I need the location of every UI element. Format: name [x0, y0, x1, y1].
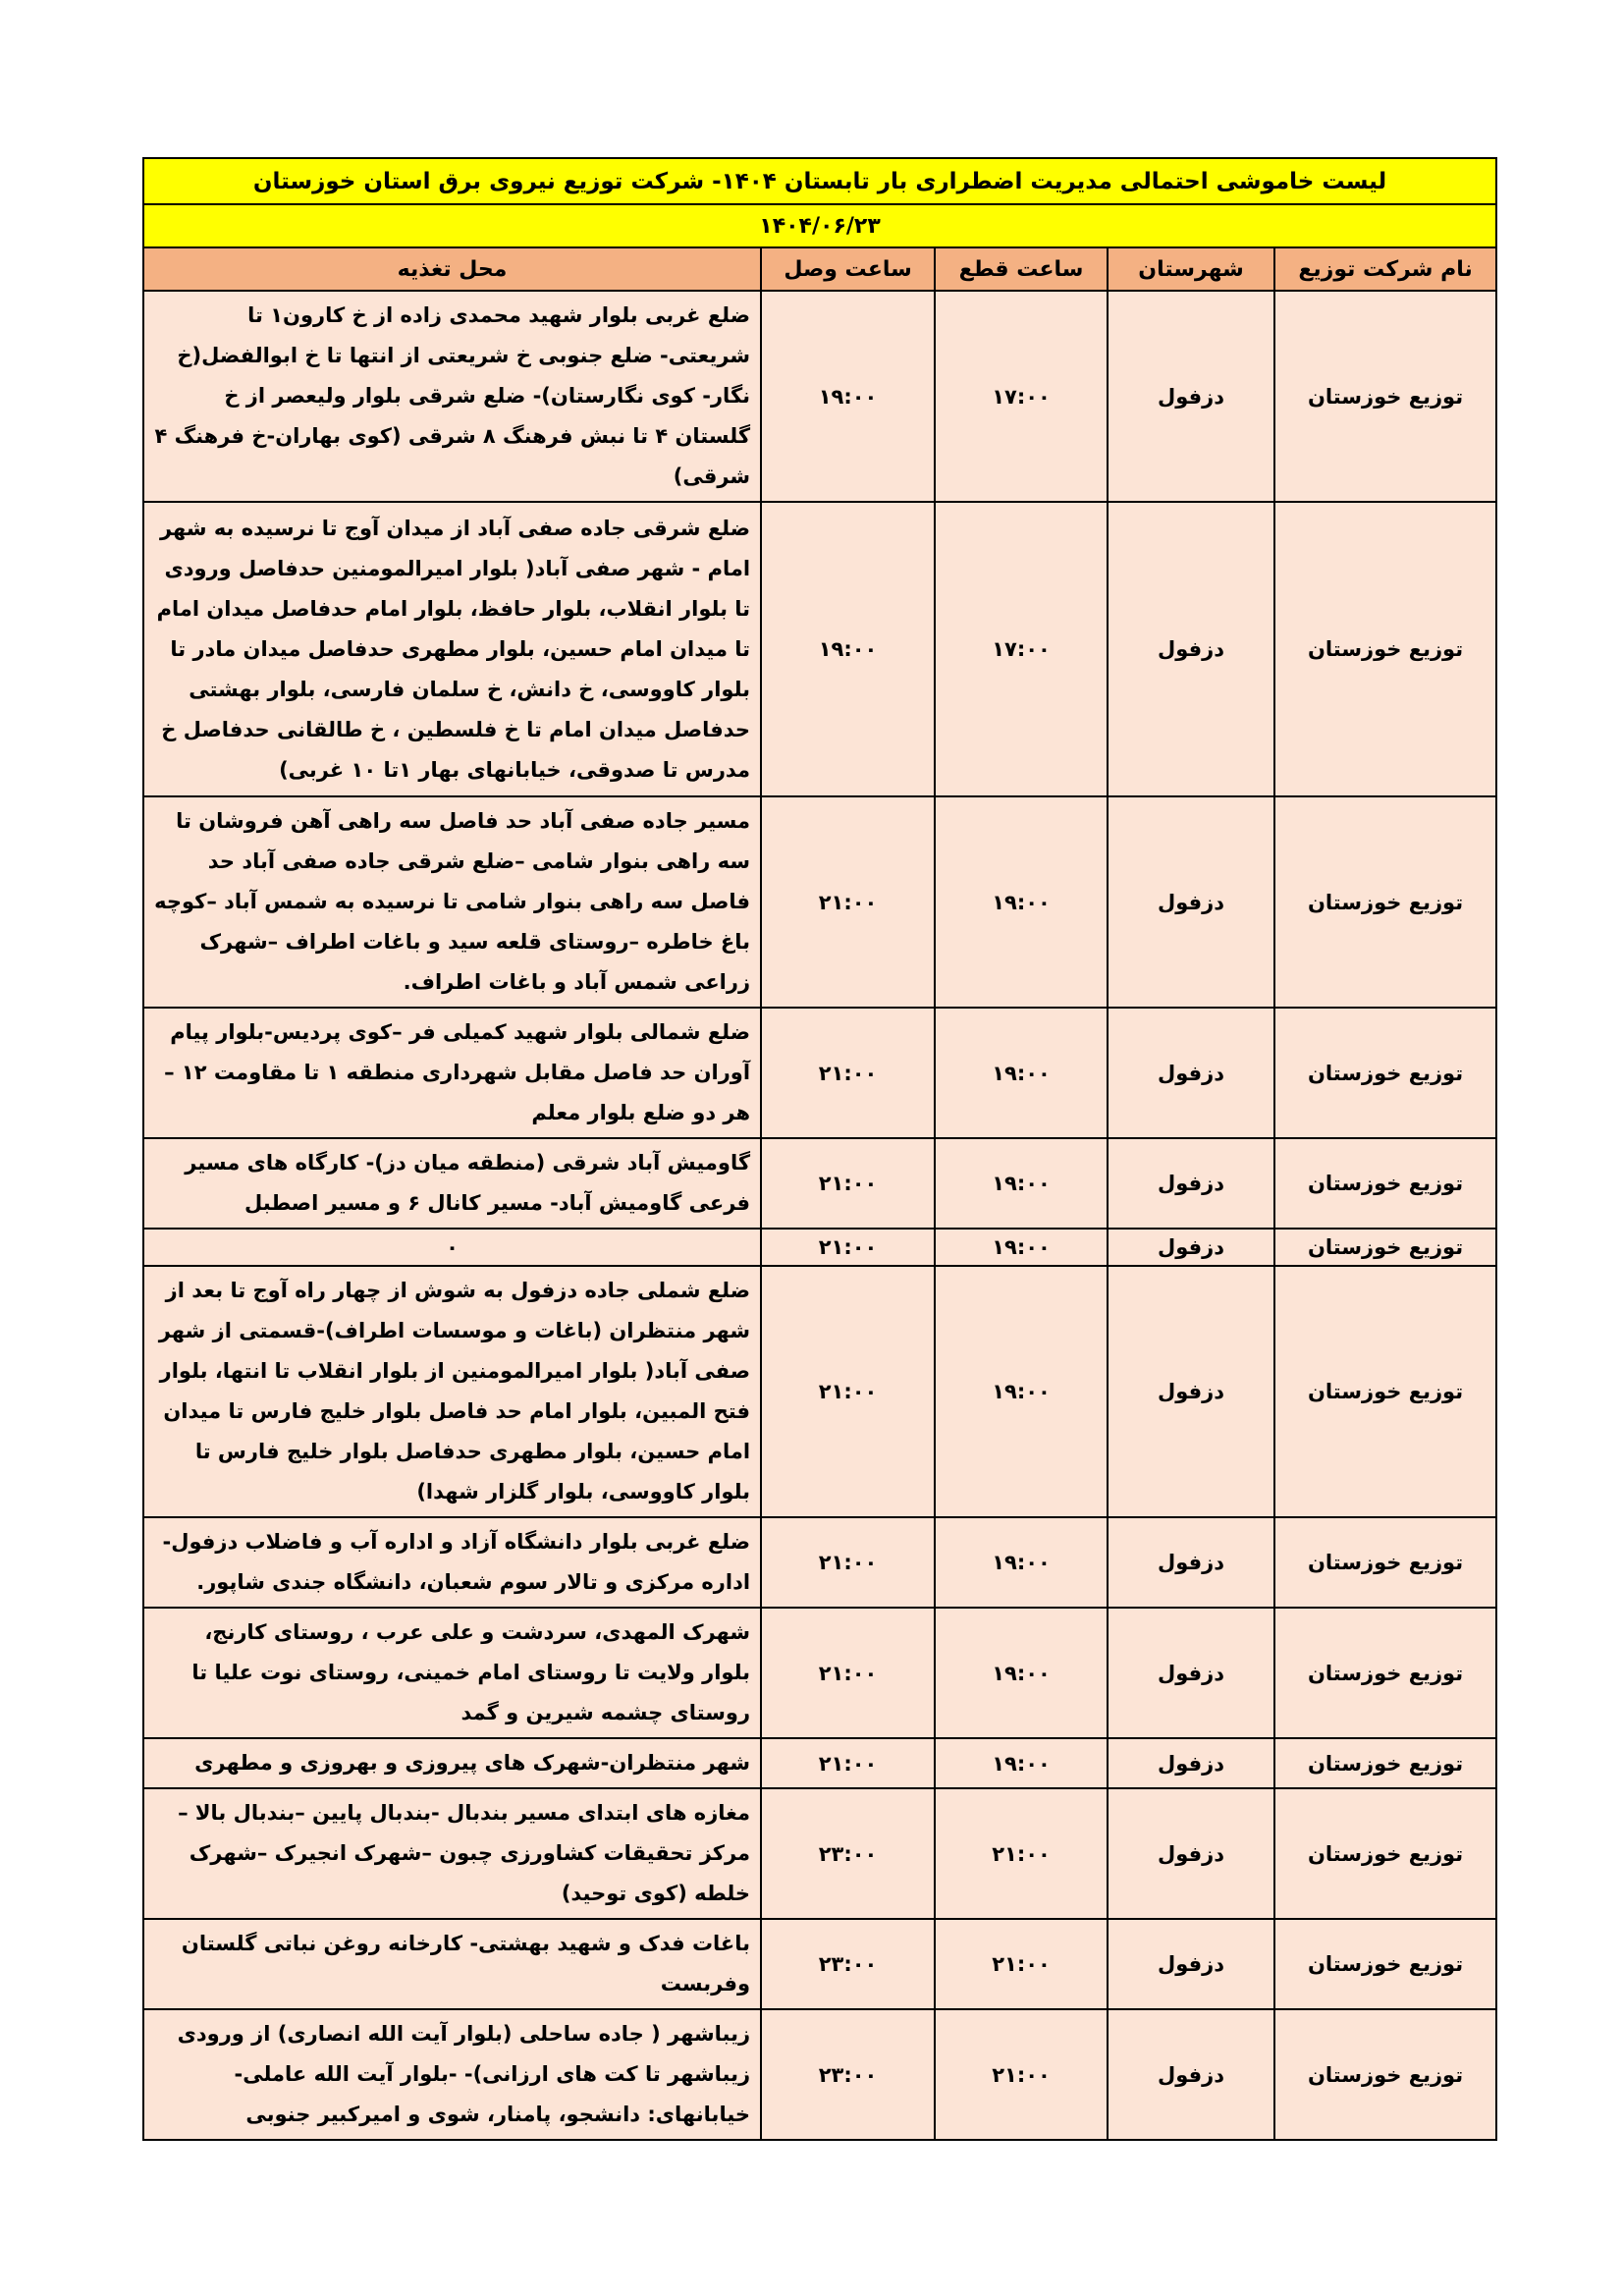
cell-location: ضلع شمالی بلوار شهید کمیلی فر –کوی پردیس-بلوار پیام آوران حد فاصل مقابل شهرداری منطقه ۱ تا مقاومت ۱۲ –هر دو ضلع بلوار معلم — [143, 1008, 761, 1138]
header-connect-time: ساعت وصل — [761, 247, 935, 291]
cell-city: دزفول — [1108, 502, 1274, 796]
table-row — [143, 796, 1496, 1008]
cell-connect-time: ۱۹:۰۰ — [761, 502, 935, 796]
cell-cut-time: ۱۹:۰۰ — [935, 1266, 1108, 1517]
cell-connect-time: ۲۳:۰۰ — [761, 1788, 935, 1919]
cell-location: ۰ — [143, 1229, 761, 1266]
header-location: محل تغذیه — [143, 247, 761, 291]
cell-city: دزفول — [1108, 2009, 1274, 2140]
cell-location: ضلع غربی بلوار دانشگاه آزاد و اداره آب و فاضلاب دزفول- اداره مرکزی و تالار سوم شعبان، دانشگاه جندی شاپور. — [143, 1517, 761, 1608]
cell-connect-time: ۲۱:۰۰ — [761, 1229, 935, 1266]
cell-company: توزیع خوزستان — [1274, 796, 1496, 1008]
table-row — [143, 1608, 1496, 1738]
cell-location: گاومیش آباد شرقی (منطقه میان دز)- کارگاه های مسیر فرعی گاومیش آباد- مسیر کانال ۶ و مسیر اصطبل — [143, 1138, 761, 1229]
cell-cut-time: ۲۱:۰۰ — [935, 1788, 1108, 1919]
cell-location: مسیر جاده صفی آباد حد فاصل سه راهی آهن فروشان تا سه راهی بنوار شامی –ضلع شرقی جاده صفی آباد حد فاصل سه راهی بنوار شامی تا نرسیده به شمس آباد –کوچه باغ خاطره –روستای قلعه سید و باغات اطراف –شهرک زراعی شمس آباد و باغات اطراف. — [143, 796, 761, 1008]
cell-cut-time: ۱۹:۰۰ — [935, 1517, 1108, 1608]
cell-company: توزیع خوزستان — [1274, 1608, 1496, 1738]
cell-location: شهر منتظران-شهرک های پیروزی و بهروزی و مطهری — [143, 1738, 761, 1788]
header-company: نام شرکت توزیع — [1274, 247, 1496, 291]
cell-connect-time: ۲۱:۰۰ — [761, 796, 935, 1008]
cell-location: ضلع غربی بلوار شهید محمدی زاده از خ کارون۱ تا شریعتی- ضلع جنوبی خ شریعتی از انتها تا خ ابوالفضل(خ نگار- کوی نگارستان)- ضلع شرقی بلوار ولیعصر از خ گلستان ۴ تا نبش فرهنگ ۸ شرقی (کوی بهاران-خ فرهنگ ۴ شرقی) — [143, 291, 761, 502]
cell-city: دزفول — [1108, 1788, 1274, 1919]
header-city: شهرستان — [1108, 247, 1274, 291]
cell-company: توزیع خوزستان — [1274, 1788, 1496, 1919]
cell-connect-time: ۲۱:۰۰ — [761, 1138, 935, 1229]
table-row — [143, 1229, 1496, 1266]
cell-location: ضلع شرقی جاده صفی آباد از میدان آوج تا نرسیده به شهر امام - شهر صفی آباد( بلوار امیرالمومنین حدفاصل ورودی تا بلوار انقلاب، بلوار حافظ، بلوار امام حدفاصل میدان امام تا میدان امام حسین، بلوار مطهری حدفاصل میدان مادر تا بلوار کاووسی، خ دانش، خ سلمان فارسی، بلوار بهشتی حدفاصل میدان امام تا خ فلسطین ، خ طالقانی حدفاصل خ مدرس تا صدوقی، خیابانهای بهار ۱تا ۱۰ غربی) — [143, 502, 761, 796]
cell-city: دزفول — [1108, 1138, 1274, 1229]
table-row — [143, 1008, 1496, 1138]
cell-location: شهرک المهدی، سردشت و علی عرب ، روستای کارنج، بلوار ولایت تا روستای امام خمینی، روستای نوت علیا تا روستای چشمه شیرین و گمد — [143, 1608, 761, 1738]
cell-location: زیباشهر ( جاده ساحلی (بلوار آیت الله انصاری) از ورودی زیباشهر تا کت های ارزانی)- -بلوار آیت الله عاملی- خیابانهای: دانشجو، پامنار، شوی و امیرکبیر جنوبی — [143, 2009, 761, 2140]
cell-connect-time: ۲۱:۰۰ — [761, 1517, 935, 1608]
cell-company: توزیع خوزستان — [1274, 291, 1496, 502]
cell-connect-time: ۲۳:۰۰ — [761, 1919, 935, 2009]
cell-location: مغازه های ابتدای مسیر بندبال -بندبال پایین –بندبال بالا – مرکز تحقیقات کشاورزی چبون –شهرک انجیرک –شهرک خلطه (کوی توحید) — [143, 1788, 761, 1919]
table-row — [143, 2009, 1496, 2140]
cell-connect-time: ۲۱:۰۰ — [761, 1008, 935, 1138]
cell-company: توزیع خوزستان — [1274, 1266, 1496, 1517]
cell-company: توزیع خوزستان — [1274, 502, 1496, 796]
header-row — [143, 247, 1496, 291]
cell-cut-time: ۲۱:۰۰ — [935, 1919, 1108, 2009]
cell-city: دزفول — [1108, 796, 1274, 1008]
cell-company: توزیع خوزستان — [1274, 1138, 1496, 1229]
table-row — [143, 1138, 1496, 1229]
table-title: لیست خاموشی احتمالی مدیریت اضطراری بار تابستان ۱۴۰۴- شرکت توزیع نیروی برق استان خوزستان — [143, 158, 1496, 204]
cell-connect-time: ۲۱:۰۰ — [761, 1608, 935, 1738]
table-row — [143, 1919, 1496, 2009]
cell-cut-time: ۱۷:۰۰ — [935, 502, 1108, 796]
cell-city: دزفول — [1108, 1738, 1274, 1788]
cell-company: توزیع خوزستان — [1274, 2009, 1496, 2140]
outage-table — [142, 157, 1497, 2141]
cell-city: دزفول — [1108, 1008, 1274, 1138]
table-row — [143, 1517, 1496, 1608]
cell-city: دزفول — [1108, 1229, 1274, 1266]
cell-location: باغات فدک و شهید بهشتی- کارخانه روغن نباتی گلستان وفربست — [143, 1919, 761, 2009]
cell-connect-time: ۲۱:۰۰ — [761, 1266, 935, 1517]
table-row — [143, 291, 1496, 502]
cell-connect-time: ۱۹:۰۰ — [761, 291, 935, 502]
cell-connect-time: ۲۱:۰۰ — [761, 1738, 935, 1788]
cell-cut-time: ۱۹:۰۰ — [935, 796, 1108, 1008]
cell-cut-time: ۱۷:۰۰ — [935, 291, 1108, 502]
cell-cut-time: ۱۹:۰۰ — [935, 1608, 1108, 1738]
table-date: ۱۴۰۴/۰۶/۲۳ — [143, 204, 1496, 247]
cell-company: توزیع خوزستان — [1274, 1738, 1496, 1788]
date-row — [143, 204, 1496, 247]
header-cut-time: ساعت قطع — [935, 247, 1108, 291]
cell-cut-time: ۱۹:۰۰ — [935, 1138, 1108, 1229]
cell-company: توزیع خوزستان — [1274, 1517, 1496, 1608]
cell-cut-time: ۲۱:۰۰ — [935, 2009, 1108, 2140]
cell-city: دزفول — [1108, 291, 1274, 502]
cell-cut-time: ۱۹:۰۰ — [935, 1008, 1108, 1138]
cell-company: توزیع خوزستان — [1274, 1229, 1496, 1266]
table-row — [143, 1788, 1496, 1919]
cell-city: دزفول — [1108, 1517, 1274, 1608]
table-row — [143, 502, 1496, 796]
cell-location: ضلع شملی جاده دزفول به شوش از چهار راه آوج تا بعد از شهر منتظران (باغات و موسسات اطراف)-قسمتی از شهر صفی آباد( بلوار امیرالمومنین از بلوار انقلاب تا انتها، بلوار فتح المبین، بلوار امام حد فاصل بلوار خلیج فارس تا میدان امام حسین، بلوار مطهری حدفاصل بلوار خلیج فارس تا بلوار کاووسی، بلوار گلزار شهدا) — [143, 1266, 761, 1517]
cell-cut-time: ۱۹:۰۰ — [935, 1738, 1108, 1788]
title-row — [143, 158, 1496, 204]
table-row — [143, 1738, 1496, 1788]
table-row — [143, 1266, 1496, 1517]
outage-schedule-sheet — [142, 157, 1495, 2141]
cell-cut-time: ۱۹:۰۰ — [935, 1229, 1108, 1266]
cell-company: توزیع خوزستان — [1274, 1919, 1496, 2009]
cell-city: دزفول — [1108, 1919, 1274, 2009]
cell-city: دزفول — [1108, 1266, 1274, 1517]
cell-city: دزفول — [1108, 1608, 1274, 1738]
cell-company: توزیع خوزستان — [1274, 1008, 1496, 1138]
cell-connect-time: ۲۳:۰۰ — [761, 2009, 935, 2140]
